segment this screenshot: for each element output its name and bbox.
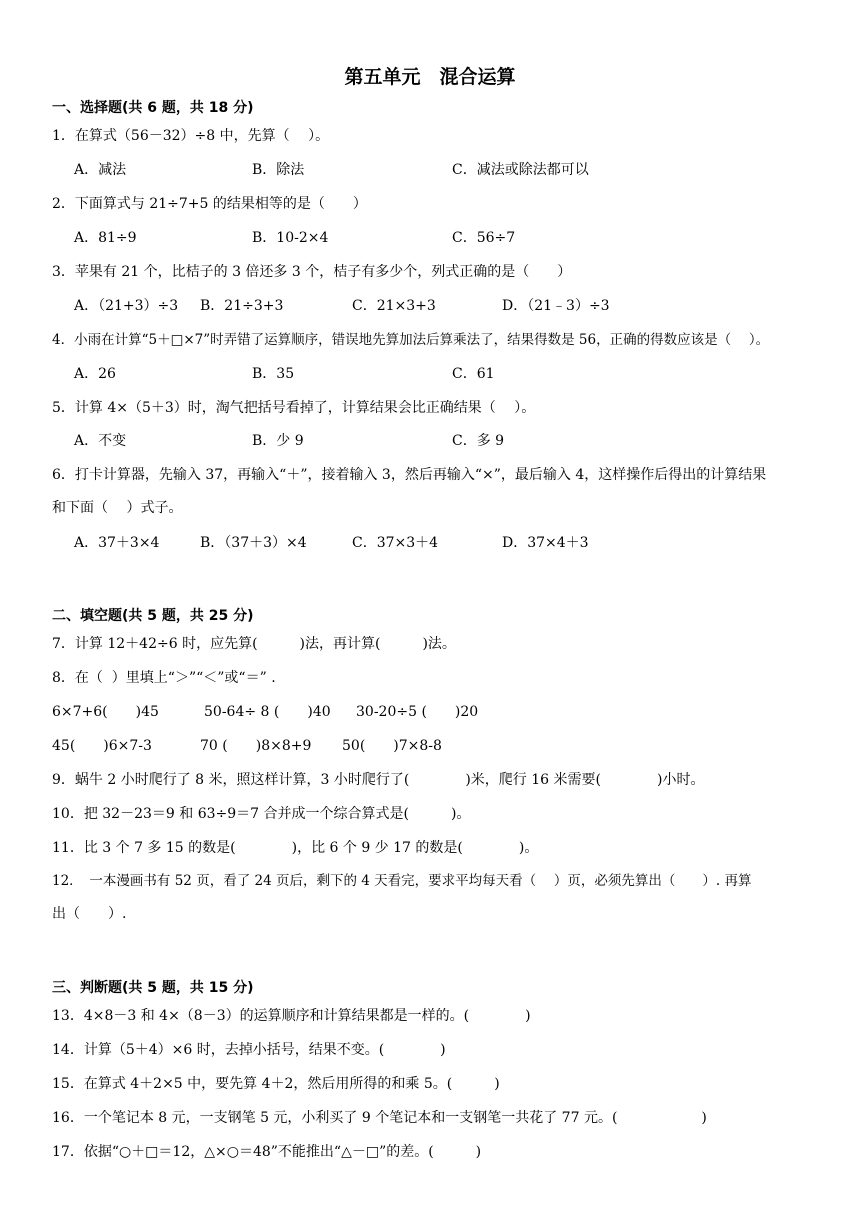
q2-option-c: C．56÷7 [452,230,516,246]
question-5: 5．计算 4×（5＋3）时，淘气把括号看掉了，计算结果会比正确结果（ ）。 [52,400,536,416]
q5-option-c: C．多 9 [452,433,505,449]
question-14: 14．计算（5＋4）×6 时，去掉小括号，结果不变。( ) [52,1042,446,1058]
question-3: 3．苹果有 21 个，比桔子的 3 倍还多 3 个，桔子有多少个，列式正确的是（ ） [52,264,572,280]
question-7: 7．计算 12＋42÷6 时，应先算( )法，再计算( )法。 [52,636,456,652]
question-6-line-2: 和下面（ ）式子。 [52,500,183,516]
q3-option-d: D．（21﹣3）÷3 [502,298,610,314]
question-1: 1．在算式（56－32）÷8 中，先算（ ）。 [52,128,330,144]
section-heading-choice: 一、选择题(共 6 题，共 18 分) [52,100,254,116]
question-2: 2．下面算式与 21÷7+5 的结果相等的是（ ） [52,196,367,212]
q1-option-b: B．除法 [252,162,305,178]
q6-option-d: D．37×4＋3 [502,535,589,551]
q1-option-c: C．减法或除法都可以 [452,162,589,178]
section-heading-fill: 二、填空题(共 5 题，共 25 分) [52,608,254,624]
q8-item-2: 50-64÷ 8 ( )40 [204,704,331,720]
question-10: 10．把 32－23＝9 和 63÷9＝7 合并成一个综合算式是( )。 [52,806,471,822]
question-12-line-1: 12． 一本漫画书有 52 页，看了 24 页后，剩下的 4 天看完，要求平均每天看（ ）页，必须先算出（ ）. 再算 [52,873,752,889]
page-title: 第五单元 混合运算 [344,66,516,88]
question-17: 17．依据“○＋□＝12，△×○＝48”不能推出“△－□”的差。( ) [52,1144,482,1160]
q4-option-c: C．61 [452,366,495,382]
q2-option-b: B．10-2×4 [252,230,329,246]
q8-item-1: 6×7+6( )45 [52,704,159,720]
question-15: 15．在算式 4＋2×5 中，要先算 4＋2，然后用所得的和乘 5。( ) [52,1076,500,1092]
q8-item-5: 70 ( )8×8+9 [200,738,312,754]
question-12-line-2: 出（ ）. [52,906,127,922]
q3-option-c: C．21×3+3 [352,298,436,314]
q6-option-a: A．37＋3×4 [74,535,160,551]
q6-option-b: B．（37＋3）×4 [200,535,307,551]
q3-option-a: A．（21+3）÷3 [74,298,179,314]
question-11: 11．比 3 个 7 多 15 的数是( )，比 6 个 9 少 17 的数是( )。 [52,840,539,856]
q4-option-a: A．26 [74,366,116,382]
q5-option-b: B．少 9 [252,433,304,449]
question-6-line-1: 6．打卡计算器，先输入 37，再输入“＋”，接着输入 3，然后再输入“×”，最后输入 4，这样操作后得出的计算结果 [52,467,767,483]
question-13: 13．4×8－3 和 4×（8－3）的运算顺序和计算结果都是一样的。( ) [52,1008,531,1024]
q4-option-b: B．35 [252,366,295,382]
q1-option-a: A．减法 [74,162,127,178]
q6-option-c: C．37×3＋4 [352,535,439,551]
question-16: 16．一个笔记本 8 元，一支钢笔 5 元，小利买了 9 个笔记本和一支钢笔一共花了 77 元。( ) [52,1110,707,1126]
q3-option-b: B．21÷3+3 [200,298,284,314]
q2-option-a: A．81÷9 [74,230,137,246]
q8-item-3: 30-20÷5 ( )20 [356,704,479,720]
q5-option-a: A．不变 [74,433,127,449]
question-9: 9．蜗牛 2 小时爬行了 8 米，照这样计算，3 小时爬行了( )米，爬行 16 米需要( )小时。 [52,772,705,788]
question-4: 4．小雨在计算“5＋□×7”时弄错了运算顺序，错误地先算加法后算乘法了，结果得数是 56，正确的得数应该是（ ）。 [52,332,770,348]
section-heading-judge: 三、判断题(共 5 题，共 15 分) [52,980,254,996]
question-8: 8．在（ ）里填上“＞”“＜”或“＝” . [52,670,276,686]
q8-item-6: 50( )7×8-8 [342,738,442,754]
q8-item-4: 45( )6×7-3 [52,738,152,754]
